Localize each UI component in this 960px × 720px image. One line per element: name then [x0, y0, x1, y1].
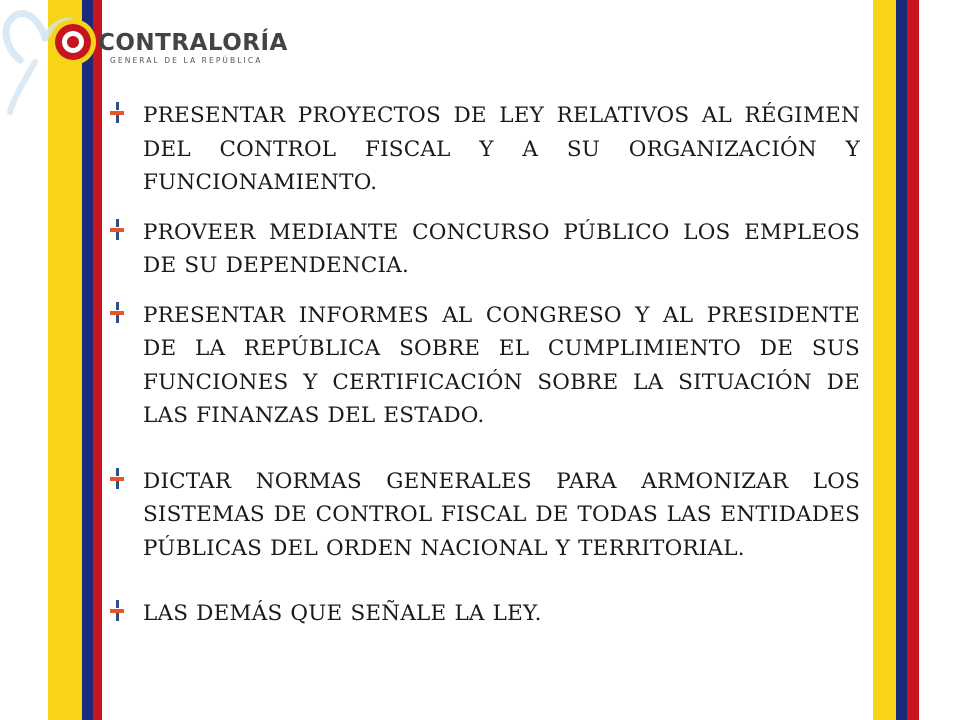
logo-subtitle: GENERAL DE LA REPÚBLICA	[110, 56, 263, 65]
bullet-marker-icon	[110, 219, 126, 241]
bullet-text: LAS DEMÁS QUE SEÑALE LA LEY.	[143, 601, 542, 626]
bullet-list	[110, 99, 860, 631]
bullet-marker-icon	[110, 468, 126, 490]
list-item	[110, 597, 860, 631]
bullet-text: DICTAR NORMAS GENERALES PARA ARMONIZAR LOS SISTEMAS DE CONTROL FISCAL DE TODAS LAS ENTIDADES PÚBLICAS DEL ORDEN NACIONAL Y TERRITORIAL.	[143, 468, 860, 561]
bullet-marker-icon	[110, 600, 126, 622]
logo-name: CONTRALORÍA	[98, 30, 288, 56]
right-stripe-yellow	[873, 0, 896, 720]
bullet-marker-icon	[110, 102, 126, 124]
bullet-marker-icon	[110, 302, 126, 324]
right-stripe-red	[907, 0, 919, 720]
ribbon-emblem-icon	[0, 0, 110, 120]
list-item	[110, 299, 860, 433]
list-item	[110, 465, 860, 566]
bullet-text: PROVEER MEDIANTE CONCURSO PÚBLICO LOS EMPLEOS DE SU DEPENDENCIA.	[143, 219, 860, 278]
list-item	[110, 99, 860, 200]
right-stripe-blue	[896, 0, 907, 720]
bullet-text: PRESENTAR INFORMES AL CONGRESO Y AL PRESIDENTE DE LA REPÚBLICA SOBRE EL CUMPLIMIENTO DE SUS FUNCIONES Y CERTIFICACIÓN SOBRE LA SITUACIÓN DE LAS FINANZAS DEL ESTADO.	[143, 302, 860, 428]
list-item	[110, 216, 860, 283]
bullet-text: PRESENTAR PROYECTOS DE LEY RELATIVOS AL RÉGIMEN DEL CONTROL FISCAL Y A SU ORGANIZACIÓN Y FUNCIONAMIENTO.	[143, 103, 860, 195]
